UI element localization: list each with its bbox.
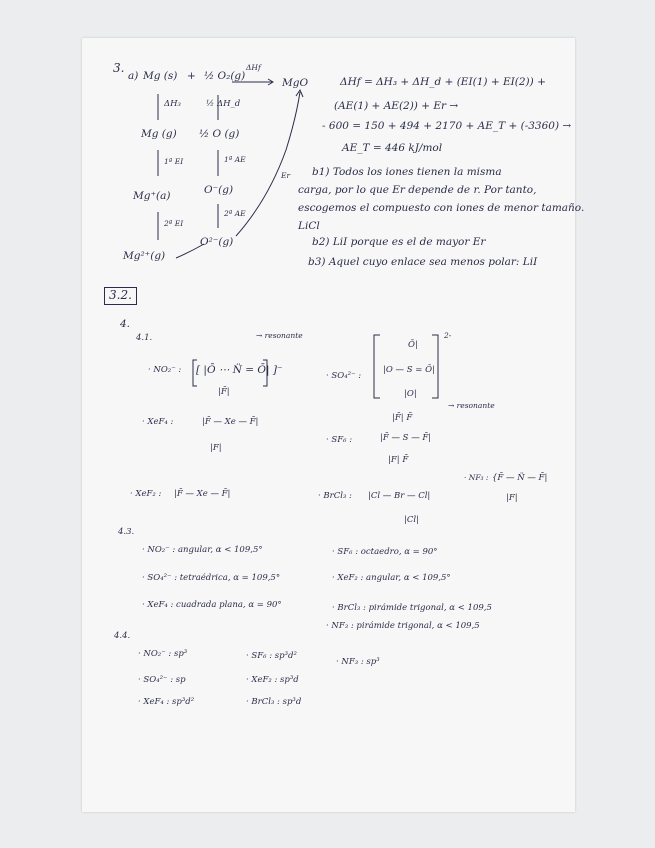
geometry-no2: · NO₂⁻ : angular, α < 109,5° xyxy=(142,545,263,555)
equation-line-2: (AE(1) + AE(2)) + Er → xyxy=(334,100,459,112)
so4-charge: 2- xyxy=(444,331,452,340)
geometry-brcl3: · BrCl₃ : pirámide trigonal, α < 109,5 xyxy=(332,603,492,613)
step-ei2: 2ª EI xyxy=(164,219,184,228)
hybrid-so4: · SO₄²⁻ : sp xyxy=(138,675,186,685)
no2-formula: · NO₂⁻ : xyxy=(148,365,182,375)
sf6-formula: · SF₆ : xyxy=(326,435,353,445)
mg-plus: Mg⁺(a) xyxy=(133,190,171,202)
equation-line-1: ΔHf = ΔH₃ + ΔH_d + (EI(1) + EI(2)) + xyxy=(340,76,546,88)
hybrid-brcl3: · BrCl₃ : sp³d xyxy=(246,697,302,707)
xef2-structure: |F̄ — Xe — F̄| xyxy=(174,489,231,499)
item-4-4: 4.4. xyxy=(114,631,131,641)
equation-line-3: - 600 = 150 + 494 + 2170 + AE_T + (-3360) → xyxy=(322,120,572,132)
geometry-xef4: · XeF₄ : cuadrada plana, α = 90° xyxy=(142,600,282,610)
sf6-bottom: |F| F̄ xyxy=(388,455,409,465)
b1-line-1: b1) Todos los iones tienen la misma xyxy=(312,166,502,178)
step-ae1: 1ª AE xyxy=(224,155,246,164)
b3-answer: b3) Aquel cuyo enlace sea menos polar: LiI xyxy=(308,256,538,268)
o-minus: O⁻(g) xyxy=(204,184,234,196)
brcl3-bottom: |Cl| xyxy=(404,515,419,525)
geometry-nf3: · NF₃ : pirámide trigonal, α < 109,5 xyxy=(326,621,480,631)
geometry-xef2: · XeF₂ : angular, α < 109,5° xyxy=(332,573,451,583)
step-ei1: 1ª EI xyxy=(164,157,184,166)
item-4: 4. xyxy=(120,318,131,330)
xef4-top-fluorine: |F̄| xyxy=(218,387,230,397)
item-4-3: 4.3. xyxy=(118,527,135,537)
part-a-label: a) xyxy=(128,70,139,82)
brcl3-formula: · BrCl₃ : xyxy=(318,491,352,501)
resonance-note-no2: → resonante xyxy=(256,331,303,340)
mg-gas: Mg (g) xyxy=(141,128,177,140)
nf3-bottom: |F| xyxy=(506,493,518,503)
item-4-1: 4.1. xyxy=(136,333,153,343)
sf6-top: |F̄| F̄ xyxy=(392,413,413,423)
so4-top-oxygen: Ō| xyxy=(408,340,418,350)
hybrid-no2: · NO₂⁻ : sp³ xyxy=(138,649,188,659)
resonance-note-so4: → resonante xyxy=(448,401,495,410)
nf3-structure: {F̄ — N̈ — F̄| xyxy=(492,473,548,483)
so4-bottom-oxygen: |O| xyxy=(404,389,417,399)
reactant-o2: ½ O₂(g) xyxy=(204,70,246,82)
hybrid-xef2: · XeF₂ : sp³d xyxy=(246,675,299,685)
geometry-so4: · SO₄²⁻ : tetraédrica, α = 109,5° xyxy=(142,573,281,583)
b1-line-2: carga, por lo que Er depende de r. Por tanto, xyxy=(298,184,537,196)
so4-formula: · SO₄²⁻ : xyxy=(326,371,362,381)
product-mgo: MgO xyxy=(282,77,309,89)
equation-result: AE_T = 446 kJ/mol xyxy=(342,142,443,154)
sf6-central: |F̄ — S — F̄| xyxy=(380,433,432,443)
brcl3-structure: |Cl — Br — Cl| xyxy=(368,491,431,501)
hybrid-sf6: · SF₆ : sp³d² xyxy=(246,651,297,661)
lattice-energy-label: Er xyxy=(281,171,291,180)
mg-2plus: Mg²⁺(g) xyxy=(123,250,166,262)
step-sublimation: ΔH₃ xyxy=(164,99,181,109)
so4-bracket-left xyxy=(374,335,380,398)
plus-sign: + xyxy=(187,70,196,82)
so4-central: |O — S = Ō| xyxy=(383,365,435,375)
section-3-2-label: 3.2. xyxy=(104,287,137,305)
nf3-formula: · NF₃ : xyxy=(464,473,489,482)
b1-line-3: escogemos el compuesto con iones de menor tamaño. xyxy=(298,202,585,214)
xef4-structure: |F̄ — Xe — F̄| xyxy=(202,417,259,427)
b1-answer: LiCl xyxy=(298,220,320,232)
o-2minus: O²⁻(g) xyxy=(200,236,234,248)
hybrid-nf3: · NF₃ : sp³ xyxy=(336,657,380,667)
xef4-bottom-fluorine: |F| xyxy=(210,443,222,453)
geometry-sf6: · SF₆ : octaedro, α = 90° xyxy=(332,547,438,557)
hybrid-xef4: · XeF₄ : sp³d² xyxy=(138,697,195,707)
step-ae2: 2ª AE xyxy=(224,209,246,218)
reactant-mg: Mg (s) xyxy=(143,70,178,82)
xef2-formula: · XeF₂ : xyxy=(130,489,162,499)
o-gas: ½ O (g) xyxy=(199,128,240,140)
section-number: 3. xyxy=(113,61,125,75)
step-dissociation: ½ ΔH_d xyxy=(206,99,241,109)
delta-hf-label: ΔHf xyxy=(246,63,261,72)
b2-answer: b2) LiI porque es el de mayor Er xyxy=(312,236,486,248)
xef4-formula: · XeF₄ : xyxy=(142,417,174,427)
no2-structure: [ |Ō ⋯ N̈ = Ō| ]⁻ xyxy=(196,364,283,376)
